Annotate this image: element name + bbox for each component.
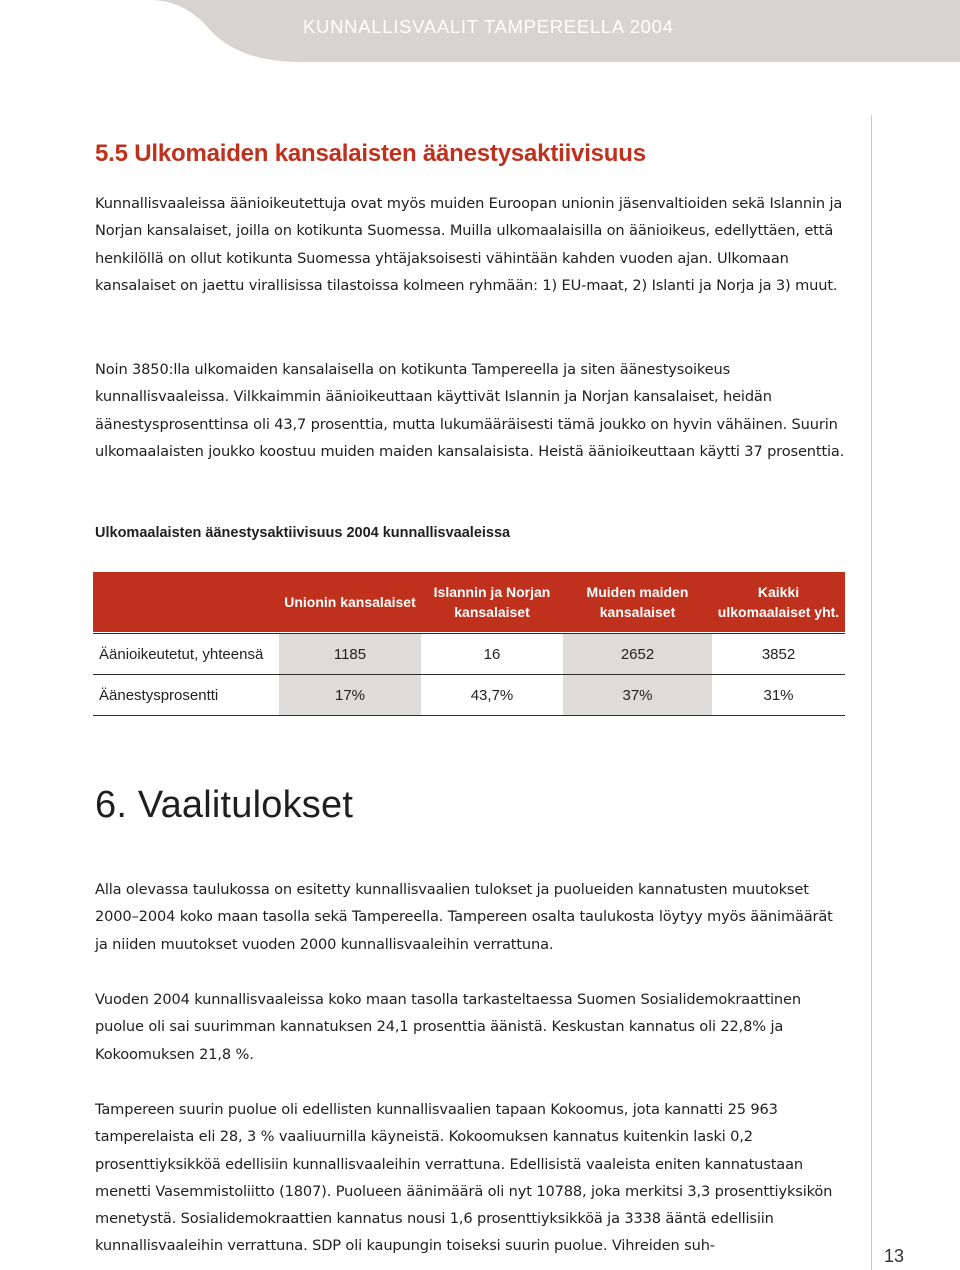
table-row (93, 634, 845, 675)
table-header-empty (93, 572, 279, 632)
page-number: 13 (884, 1246, 905, 1266)
table-cell: 17% (279, 675, 421, 716)
header-band (0, 0, 960, 62)
chapter-paragraph-2: Vuoden 2004 kunnallisvaaleissa koko maan tasolla tarkasteltaessa Suomen Sosialidemokraattinen puolue oli sai suurimman kannatuksen 24,1 prosenttia äänistä. Keskustan kannatus oli 22,8% ja Kokoomuksen 21,8 %. (95, 991, 801, 1063)
chapter-paragraph-1: Alla olevassa taulukossa on esitetty kunnallisvaalien tulokset ja puolueiden kannatusten muutokset 2000–2004 koko maan tasolla sekä Tampereella. Tampereen osalta taulukosta löytyy myös äänimäärät ja niiden muutokset vuoden 2000 kunnallisvaaleihin verrattuna. (95, 881, 833, 953)
running-header-text: KUNNALLISVAALIT TAMPEREELLA 2004 (303, 16, 674, 37)
table-header-row (93, 572, 845, 632)
section-paragraph-1: Kunnallisvaaleissa äänioikeutettuja ovat myös muiden Euroopan unionin jäsenvaltioiden sekä Islannin ja Norjan kansalaiset, joilla on kotikunta Suomessa. Muilla ulkomaalaisilla on äänioikeus, edellyttäen, että henkilöllä on ollut kotikunta Suomessa yhtäjaksoisesti vähintään kahden vuoden ajan. Ulkomaan kansalaiset on jaettu virallisissa tilastoissa kolmeen ryhmään: 1) EU-maat, 2) Islanti ja Norja ja 3) muut. (95, 195, 843, 294)
table-cell: 1185 (279, 634, 421, 675)
table-row-label: Äänestysprosentti (93, 675, 279, 716)
running-header (303, 16, 674, 38)
voter-activity-table (93, 572, 845, 716)
table-title: Ulkomaalaisten äänestysaktiivisuus 2004 kunnallisvaaleissa (95, 525, 511, 541)
table-header-eu: Unionin kansalaiset (279, 572, 421, 632)
table-cell: 2652 (563, 634, 712, 675)
table-cell: 3852 (712, 634, 845, 675)
table-cell: 16 (421, 634, 563, 675)
table-header-total: Kaikki ulkomaalaiset yht. (712, 572, 845, 632)
chapter-paragraph-3: Tampereen suurin puolue oli edellisten kunnallisvaalien tapaan Kokoomus, jota kannatti 25 963 tamperelaista eli 28, 3 % vaaliuurnilla käyneistä. Kokoomuksen kannatus kuitenkin laski 0,2 prosenttiyksikköä edellisiin kunnallisvaaleihin verrattuna. Edellisistä vaaleista eniten kannatustaan menetti Vasemmistoliitto (1807). Puolueen äänimäärä oli nyt 10788, joka merkitsi 3,3 prosenttiyksikön menetystä. Sosialidemokraattien kannatus nousi 1,6 prosenttiyksikköä ja 3338 ääntä edellisiin kunnallisvaaleihin verrattuna. SDP oli kaupungin toiseksi suurin puolue. Vihreiden suh- (95, 1101, 833, 1255)
margin-rule (871, 115, 872, 1270)
section-paragraph-2: Noin 3850:lla ulkomaiden kansalaisella on kotikunta Tampereella ja siten äänestysoikeus kunnallisvaaleissa. Vilkkaimmin äänioikeuttaan käyttivät Islannin ja Norjan kansalaiset, heidän äänestysprosenttinsa oli 43,7 prosenttia, mutta lukumääräisesti tämä joukko on hyvin vähäinen. Suurin ulkomaalaisten joukko koostuu muiden maiden kansalaisista. Heistä äänioikeuttaan käytti 37 prosenttia. (95, 361, 845, 460)
table-row (93, 675, 845, 716)
chapter-title: 6. Vaalitulokset (95, 784, 354, 826)
table-row-label: Äänioikeutetut, yhteensä (93, 634, 279, 675)
table-header-other: Muiden maiden kansalaiset (563, 572, 712, 632)
table-cell: 37% (563, 675, 712, 716)
table-header-iceland-norway: Islannin ja Norjan kansalaiset (421, 572, 563, 632)
table-cell: 43,7% (421, 675, 563, 716)
table-cell: 31% (712, 675, 845, 716)
section-title: 5.5 Ulkomaiden kansalaisten äänestysaktiivisuus (95, 140, 646, 167)
